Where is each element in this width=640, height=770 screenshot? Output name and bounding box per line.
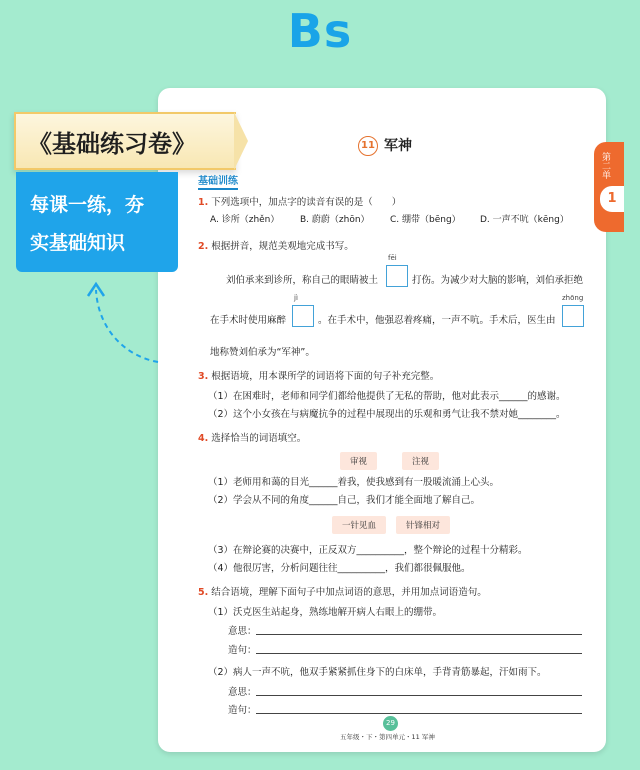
q2-line-1b: 打伤。为减少对大脑的影响，刘伯承拒绝	[412, 275, 584, 286]
slogan-box	[16, 172, 178, 272]
question-5-number: 5.	[198, 587, 209, 598]
question-2	[198, 238, 354, 252]
page-number: 29	[383, 716, 398, 731]
pinyin-zhong: zhōng	[562, 294, 584, 302]
q1-option-b[interactable]: B. 蔚蔚（zhōn）	[300, 215, 370, 225]
pinyin-fei: fēi	[388, 254, 397, 262]
page-footer: 五年级・下・第四单元・11 军神	[340, 733, 435, 741]
q5-1-sentence-line[interactable]	[256, 653, 582, 654]
unit-tab-number: 1	[600, 186, 624, 212]
writing-box-2[interactable]	[292, 305, 314, 327]
q5-2-meaning-line[interactable]	[256, 695, 582, 696]
question-3-text: 根据语境，用本课所学的词语将下面的句子补充完整。	[211, 371, 440, 382]
lesson-number-icon: 11	[358, 136, 378, 156]
q3-sentence-1[interactable]: （1）在困难时，老师和同学们都给他提供了无私的帮助，他对此表示______的感谢。	[208, 391, 566, 402]
q2-line-3: 地称赞刘伯承为“军神”。	[210, 347, 315, 358]
q5-1-meaning-label: 意思：	[228, 626, 257, 637]
q4-sentence-3[interactable]: （3）在辩论赛的决赛中，正反双方__________，整个辩论的过程十分精彩。	[208, 545, 528, 556]
q5-2-sentence-line[interactable]	[256, 713, 582, 714]
question-3-number: 3.	[198, 371, 209, 382]
lesson-title	[358, 135, 412, 156]
q1-option-a[interactable]: A. 诊所（zhěn）	[210, 215, 280, 225]
q5-sentence-1: （1）沃克医生站起身，熟练地解开病人右眼上的绷带。	[208, 607, 443, 618]
slogan-line-1: 每课一练，夯	[30, 194, 145, 216]
question-5-text: 结合语境，理解下面句子中加点词语的意思，并用加点词语造句。	[211, 587, 487, 598]
unit-tab-label: 第二单	[600, 152, 610, 179]
q4-sentence-1[interactable]: （1）老师用和蔼的目光______着我，使我感到有一股暖流涌上心头。	[208, 477, 500, 488]
q1-option-c[interactable]: C. 绷带（bēng）	[390, 215, 461, 225]
writing-box-1[interactable]	[386, 265, 408, 287]
lesson-title-text: 军神	[384, 138, 412, 154]
q5-2-meaning-label: 意思：	[228, 687, 257, 698]
q4-sentence-2[interactable]: （2）学会从不同的角度______自己，我们才能全面地了解自己。	[208, 495, 481, 506]
writing-box-3[interactable]	[562, 305, 584, 327]
question-4	[198, 430, 306, 444]
q2-line-2b: 。在手术中，他强忍着疼痛，一声不吭。手术后，医生由	[318, 315, 556, 326]
question-1	[198, 194, 401, 208]
question-4-text: 选择恰当的词语填空。	[211, 433, 307, 444]
q2-line-1a: 刘伯承来到诊所，称自己的眼睛被土	[226, 275, 379, 286]
dashed-arrow-icon	[84, 280, 164, 370]
q5-sentence-2: （2）病人一声不吭，他双手紧紧抓住身下的白床单，手背青筋暴起，汗如雨下。	[208, 667, 547, 678]
question-1-text: 下列选项中，加点字的读音有误的是（ ）	[211, 197, 402, 208]
q3-sentence-2[interactable]: （2）这个小女孩在与病魔抗争的过程中展现出的乐观和勇气让我不禁对她________。	[208, 409, 566, 420]
word-tag-yizhenjianxue: 一针见血	[332, 516, 386, 534]
q2-line-2a: 在手术时使用麻醉	[210, 315, 287, 326]
q5-1-meaning-line[interactable]	[256, 634, 582, 635]
book-title: 《基础练习卷》	[28, 129, 196, 158]
slogan-line-2: 实基础知识	[30, 232, 126, 254]
word-tag-zhenfengxiangdui: 针锋相对	[396, 516, 450, 534]
q4-sentence-4[interactable]: （4）他很厉害，分析问题往往__________，我们都很佩服他。	[208, 563, 471, 574]
question-5	[198, 584, 487, 598]
question-3	[198, 368, 439, 382]
unit-side-tab[interactable]	[594, 142, 624, 232]
word-tag-shenshi: 审视	[340, 452, 377, 470]
q5-2-sentence-label: 造句：	[228, 705, 257, 716]
q5-1-sentence-label: 造句：	[228, 645, 257, 656]
question-2-number: 2.	[198, 241, 209, 252]
logo: Bs	[287, 4, 353, 58]
pinyin-ji: jì	[294, 294, 298, 302]
q1-option-d[interactable]: D. 一声不吭（kēng）	[480, 215, 569, 225]
question-4-number: 4.	[198, 433, 209, 444]
question-2-text: 根据拼音，规范美观地完成书写。	[211, 241, 354, 252]
question-1-number: 1.	[198, 197, 209, 208]
word-tag-zhushi: 注视	[402, 452, 439, 470]
section-heading: 基础训练	[198, 172, 238, 190]
banner-arrow	[234, 112, 248, 170]
